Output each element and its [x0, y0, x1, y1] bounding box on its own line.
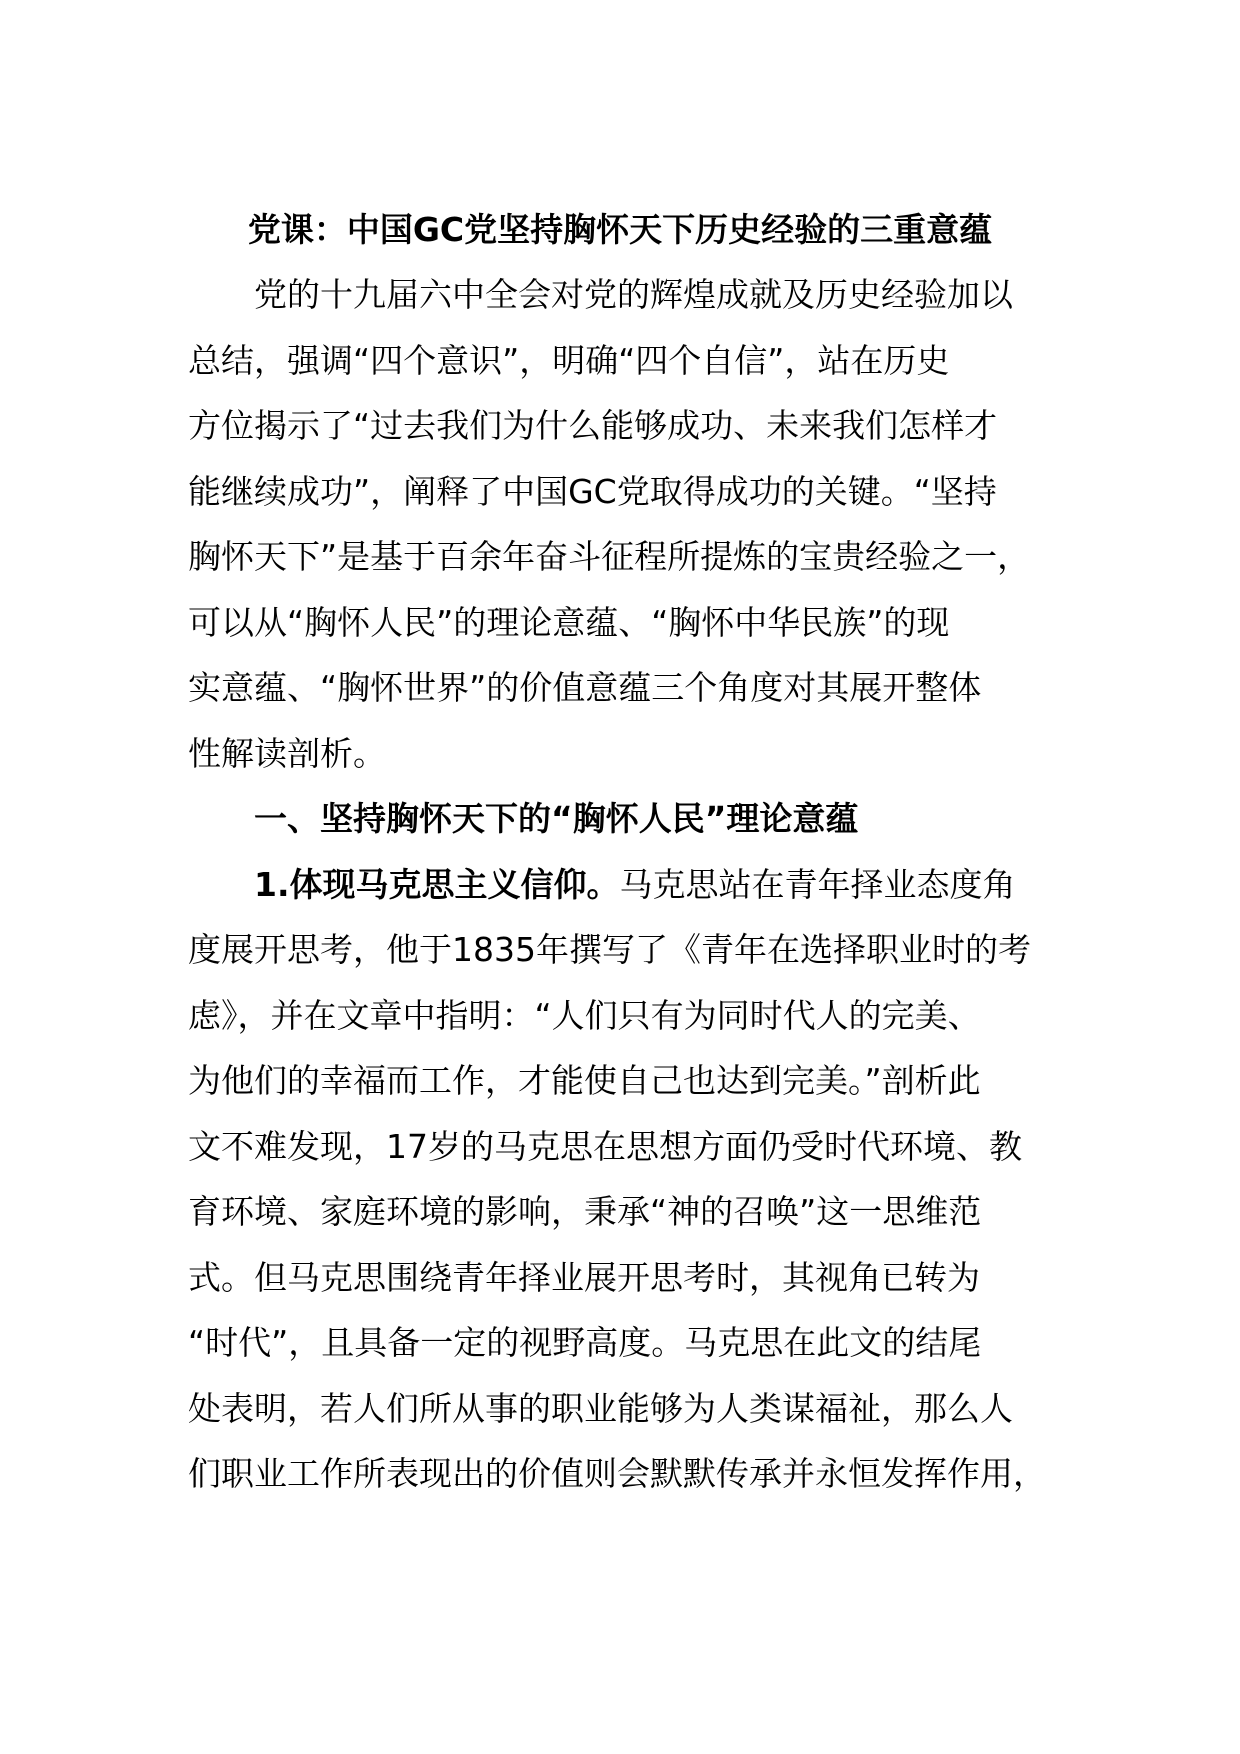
point-1-first-line — [188, 852, 1068, 918]
document-title: 党课：中国GC党坚持胸怀天下历史经验的三重意蕴 — [247, 210, 993, 249]
intro-paragraph — [188, 262, 1068, 786]
paragraph-line: 实意蕴、“胸怀世界”的价值意蕴三个角度对其展开整体 — [188, 668, 982, 707]
point-1-first-line-text: 马克思站在青年择业态度角 — [619, 864, 1016, 904]
paragraph-line: 处表明，若人们所从事的职业能够为人类谋福祉，那么人 — [188, 1388, 1013, 1428]
paragraph-line: 育环境、家庭环境的影响，秉承“神的召唤”这一思维范 — [188, 1192, 982, 1231]
point-1-heading: 1.体现马克思主义信仰。 — [254, 864, 620, 904]
paragraph-line: 能继续成功”，阐释了中国GC党取得成功的关键。“坚持 — [188, 471, 997, 511]
paragraph-line: “时代”，且具备一定的视野高度。马克思在此文的结尾 — [188, 1323, 982, 1362]
paragraph-line: 为他们的幸福而工作，才能使自己也达到完美。”剖析此 — [188, 1061, 981, 1100]
paragraph-line: 度展开思考，他于1835年撰写了《青年在选择职业时的考 — [188, 930, 1031, 969]
section-1 — [188, 786, 1068, 1507]
paragraph-line: 式。但马克思围绕青年择业展开思考时，其视角已转为 — [188, 1257, 980, 1297]
paragraph-line: 文不难发现，17岁的马克思在思想方面仍受时代环境、教 — [188, 1126, 1022, 1166]
section-heading: 一、坚持胸怀天下的“胸怀人民”理论意蕴 — [254, 799, 859, 838]
paragraph-line: 胸怀天下”是基于百余年奋斗征程所提炼的宝贵经验之一， — [188, 537, 1031, 576]
paragraph-line: 党的十九届六中全会对党的辉煌成就及历史经验加以 — [254, 275, 1013, 314]
paragraph-line: 可以从“胸怀人民”的理论意蕴、“胸怀中华民族”的现 — [188, 602, 950, 642]
paragraph-line: 总结，强调“四个意识”，明确“四个自信”，站在历史 — [188, 340, 950, 380]
paragraph-line: 虑》，并在文章中指明：“人们只有为同时代人的完美、 — [188, 995, 981, 1035]
paragraph-line: 们职业工作所表现出的价值则会默默传承并永恒发挥作用， — [188, 1454, 1046, 1493]
paragraph-line: 性解读剖析。 — [188, 733, 386, 773]
paragraph-line: 方位揭示了“过去我们为什么能够成功、未来我们怎样才 — [188, 406, 998, 445]
